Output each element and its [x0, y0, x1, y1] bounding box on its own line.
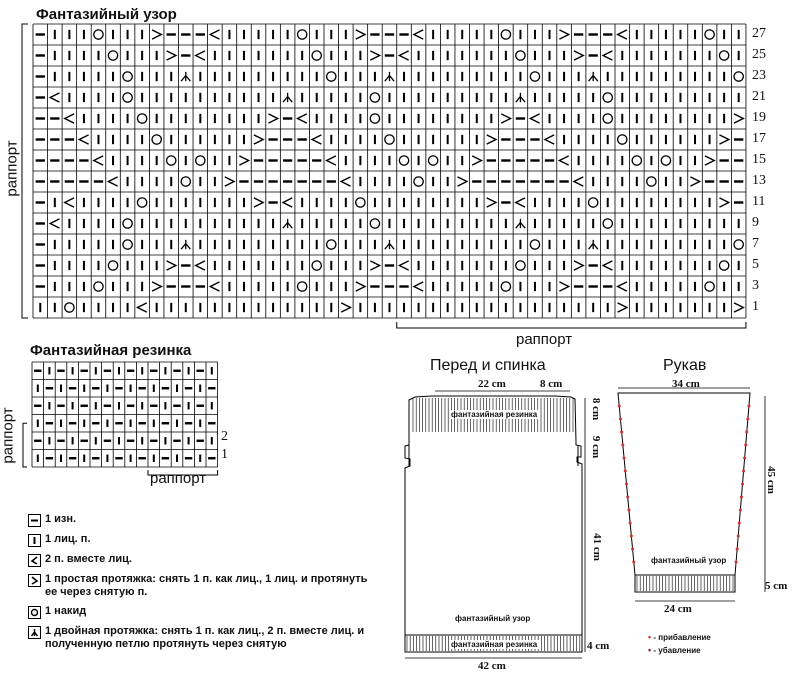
legend-item: 1 накид — [28, 605, 388, 619]
rib-chart-bottom-label: раппорт — [150, 470, 207, 487]
increase-marker-icon: • — [648, 632, 652, 642]
rib-chart-cells — [32, 362, 218, 467]
legend-item: 2 п. вместе лиц. — [28, 553, 388, 567]
main-chart-side-label: раппорт — [3, 140, 21, 197]
main-chart-bottom-label: раппорт — [516, 331, 573, 348]
sleeve-legend — [648, 631, 711, 657]
k2tog-symbol-icon — [28, 554, 41, 567]
front-rib-label: фантазийная резинка — [451, 410, 538, 419]
rib-chart-title: Фантазийная резинка — [30, 342, 192, 359]
row-number: 13 — [751, 173, 766, 188]
row-number: 27 — [751, 26, 766, 41]
rib-chart-side-label: раппорт — [0, 407, 17, 464]
increase-legend-item: • - прибавление — [648, 632, 711, 642]
symbol-legend — [28, 513, 388, 651]
legend-item: 1 изн. — [28, 513, 388, 527]
sleeve-dim-rib-height: 5 cm — [765, 580, 788, 592]
legend-item: 1 простая протяжка: снять 1 п. как лиц., 1 лиц. и протянуть ее через снятую п. — [28, 573, 388, 599]
sleeve-dim-bottom-width: 24 cm — [664, 603, 692, 615]
sleeve-title: Рукав — [663, 357, 707, 374]
front-back-title: Перед и спинка — [430, 357, 546, 374]
sleeve-dim-length: 45 cm — [764, 466, 777, 494]
row-number: 19 — [751, 110, 766, 125]
legend-item: 1 двойная протяжка: снять 1 п. как лиц., 2 п. вместе лиц. и полученную петлю протянуть через снятую — [28, 625, 388, 651]
front-dim-neck-depth: 8 cm — [590, 397, 603, 421]
front-dim-shoulder: 8 cm — [540, 378, 563, 390]
row-number: 9 — [751, 215, 759, 230]
row-number: 25 — [751, 47, 766, 62]
legend-item: 1 лиц. п. — [28, 533, 388, 547]
decrease-marker-icon: • — [648, 645, 652, 655]
row-number: 17 — [751, 131, 766, 146]
front-pattern-label: фантазийный узор — [455, 614, 531, 623]
front-dim-width: 42 cm — [478, 660, 506, 672]
yarn-over-symbol-icon — [28, 606, 41, 619]
knit-symbol-icon — [28, 534, 41, 547]
ssk-symbol-icon — [28, 574, 41, 587]
purl-symbol-icon — [28, 514, 41, 527]
row-number: 3 — [751, 278, 759, 293]
row-number: 21 — [751, 89, 766, 104]
decrease-legend-item: • - убавление — [648, 645, 701, 655]
rib-row-number-1: 1 — [221, 447, 228, 462]
front-dim-body-length: 41 cm — [590, 533, 603, 561]
rib-pattern-chart — [0, 0, 240, 500]
front-back-schematic — [395, 376, 615, 676]
rib-row-number-2: 2 — [221, 429, 228, 444]
row-number: 15 — [751, 152, 766, 167]
sleeve-pattern-label: фантазийный узор — [651, 556, 727, 565]
row-number: 11 — [751, 194, 766, 209]
main-chart-title: Фантазийный узор — [36, 6, 177, 23]
row-number: 23 — [751, 68, 766, 83]
row-number: 1 — [751, 299, 759, 314]
front-dim-neck-width: 22 cm — [478, 378, 506, 390]
double-decrease-symbol-icon — [28, 626, 41, 639]
front-dim-rib-height: 4 cm — [587, 640, 610, 652]
row-number: 5 — [751, 257, 759, 272]
sleeve-dim-top-width: 34 cm — [672, 378, 700, 390]
front-bottom-rib-label: фантазийная резинка — [451, 640, 538, 649]
front-dim-armhole: 9 cm — [590, 435, 603, 459]
row-number: 7 — [751, 236, 759, 251]
